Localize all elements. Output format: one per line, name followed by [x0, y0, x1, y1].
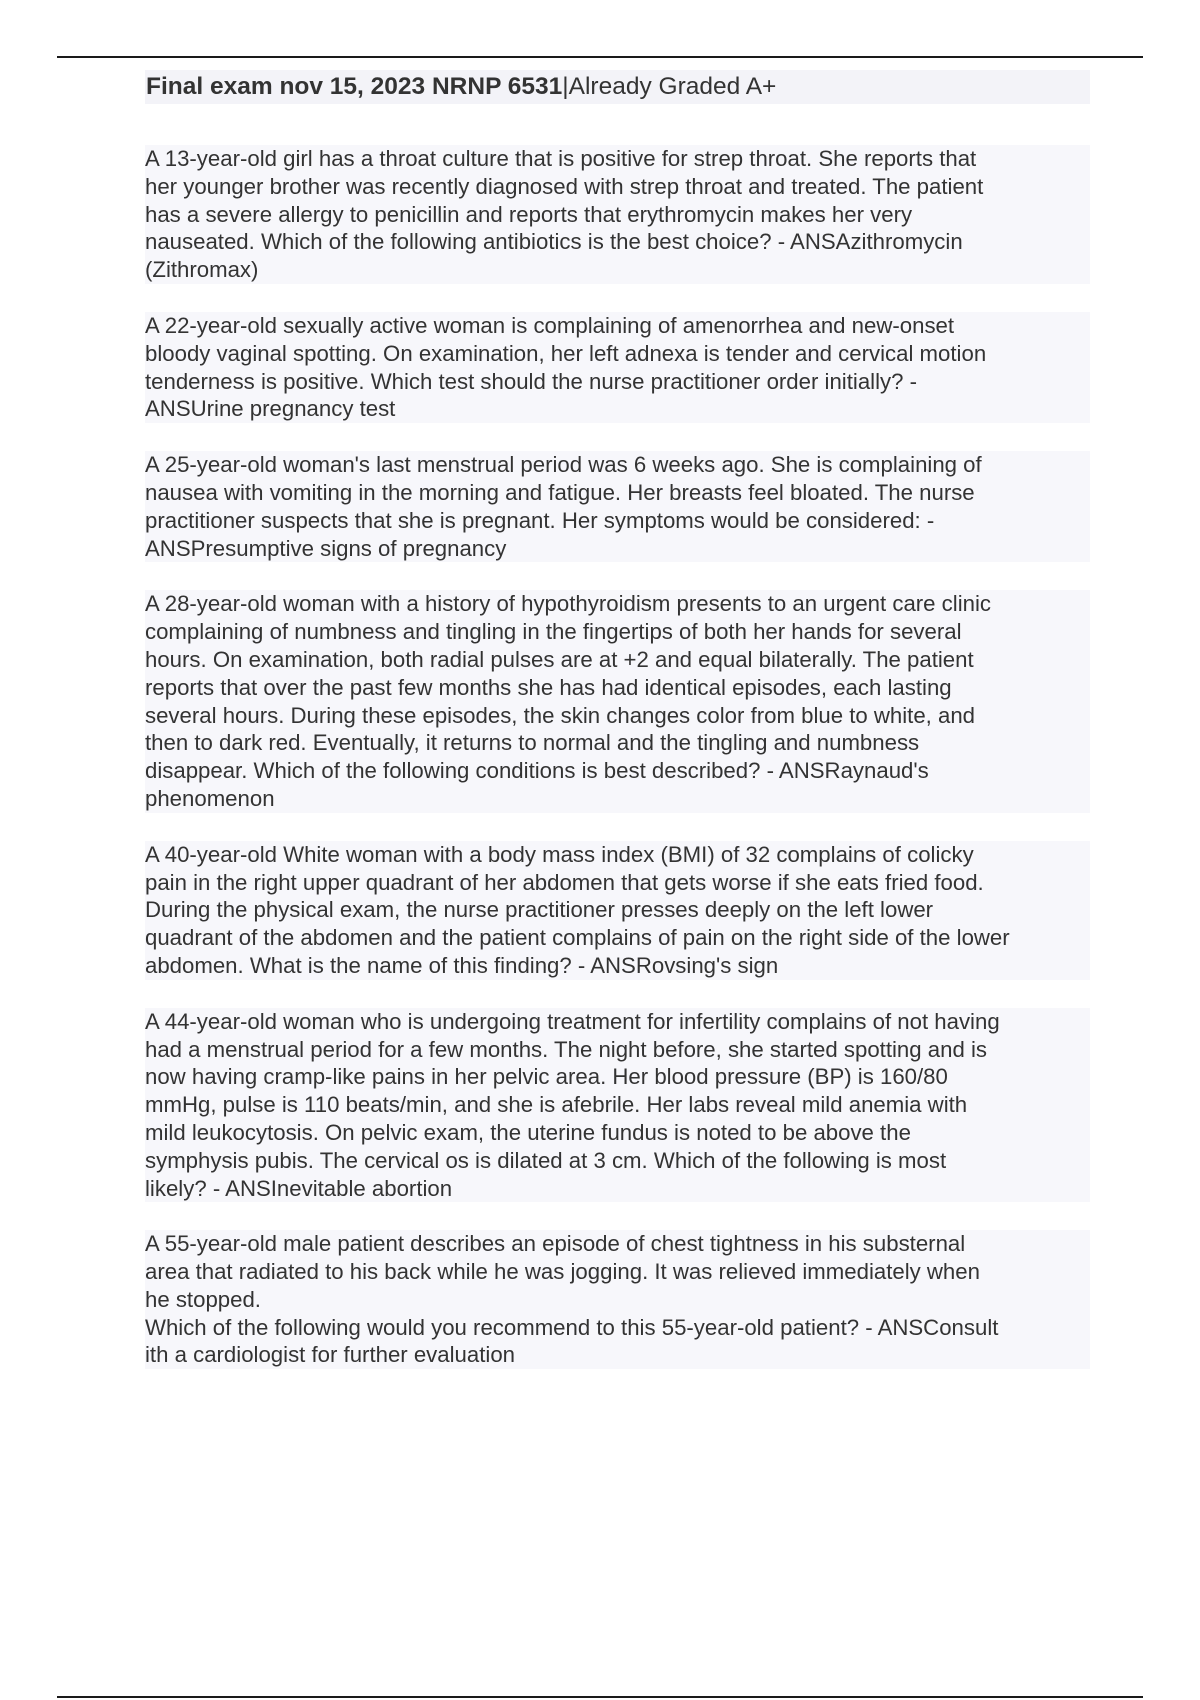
page-title-course: Final exam nov 15, 2023 NRNP 6531 [146, 73, 563, 100]
question-item: A 22-year-old sexually active woman is complaining of amenorrhea and new-onset bloody vaginal spotting. On examination, her left adnexa is tender and cervical motion tenderness is positive. Which test should the nurse practitioner order initially? - ANSUrine pregnancy test [145, 312, 1090, 423]
top-rule [57, 56, 1143, 58]
question-item: A 28-year-old woman with a history of hypothyroidism presents to an urgent care clinic complaining of numbness and tingling in the fingertips of both her hands for several hours. On examination, both radial pulses are at +2 and equal bilaterally. The patient reports that over the past few months she has had identical episodes, each lasting several hours. During these episodes, the skin changes color from blue to white, and then to dark red. Eventually, it returns to normal and the tingling and numbness disappear. Which of the following conditions is best described? - ANSRaynaud's phenomenon [145, 590, 1090, 812]
question-item: A 13-year-old girl has a throat culture that is positive for strep throat. She reports that her younger brother was recently diagnosed with strep throat and treated. The patient has a severe allergy to penicillin and reports that erythromycin makes her very nauseated. Which of the following antibiotics is the best choice? - ANSAzithromycin (Zithromax) [145, 145, 1090, 284]
question-item: A 55-year-old male patient describes an episode of chest tightness in his substernal area that radiated to his back while he was jogging. It was relieved immediately when he stopped. Which of the following would you recommend to this 55-year-old patient? - ANSConsult ith a cardiologist for further evaluation [145, 1230, 1090, 1369]
question-item: A 40-year-old White woman with a body mass index (BMI) of 32 complains of colicky pain in the right upper quadrant of her abdomen that gets worse if she eats fried food. During the physical exam, the nurse practitioner presses deeply on the left lower quadrant of the abdomen and the patient complains of pain on the right side of the lower abdomen. What is the name of this finding? - ANSRovsing's sign [145, 841, 1090, 980]
question-item: A 44-year-old woman who is undergoing treatment for infertility complains of not having had a menstrual period for a few months. The night before, she started spotting and is now having cramp-like pains in her pelvic area. Her blood pressure (BP) is 160/80 mmHg, pulse is 110 beats/min, and she is afebrile. Her labs reveal mild anemia with mild leukocytosis. On pelvic exam, the uterine fundus is noted to be above the symphysis pubis. The cervical os is dilated at 3 cm. Which of the following is most likely? - ANSInevitable abortion [145, 1008, 1090, 1203]
bottom-rule [57, 1696, 1143, 1698]
question-list [145, 145, 1090, 1397]
page-title [146, 72, 776, 102]
page-title-suffix: |Already Graded A+ [562, 73, 777, 100]
question-item: A 25-year-old woman's last menstrual period was 6 weeks ago. She is complaining of nausea with vomiting in the morning and fatigue. Her breasts feel bloated. The nurse practitioner suspects that she is pregnant. Her symptoms would be considered: - ANSPresumptive signs of pregnancy [145, 451, 1090, 562]
